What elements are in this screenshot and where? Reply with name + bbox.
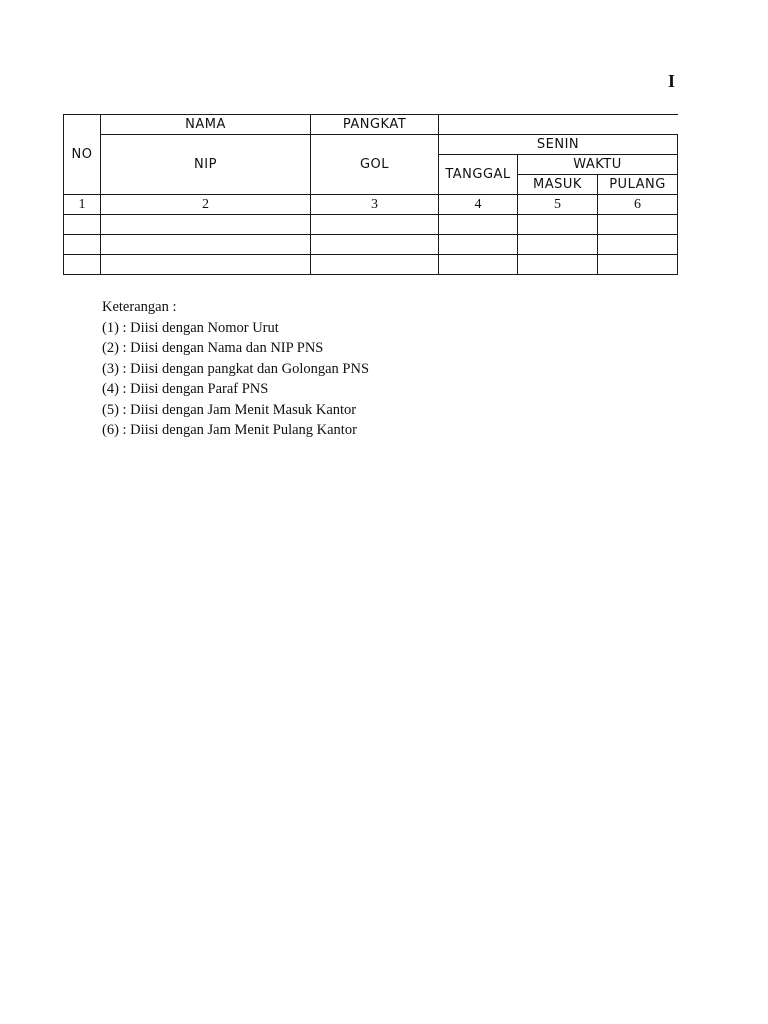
table-cell (64, 235, 101, 255)
table-cell (311, 235, 439, 255)
attendance-table (63, 114, 678, 275)
header-tanggal: TANGGAL (439, 155, 518, 195)
keterangan-item: (3) : Diisi dengan pangkat dan Golongan PNS (102, 360, 370, 377)
keterangan-section (102, 297, 369, 441)
table-cell (64, 255, 101, 275)
table-cell (101, 235, 311, 255)
column-number: 6 (598, 195, 678, 215)
table-cell (598, 215, 678, 235)
keterangan-item: (6) : Diisi dengan Jam Menit Pulang Kantor (102, 422, 357, 438)
column-number: 4 (439, 195, 518, 215)
header-waktu: WAKTU (518, 155, 678, 175)
column-number: 2 (101, 195, 311, 215)
table-cell (101, 215, 311, 235)
keterangan-item: (2) : Diisi dengan Nama dan NIP PNS (102, 340, 324, 356)
table-row (64, 215, 678, 235)
table-cell (439, 255, 518, 275)
table-cell (439, 215, 518, 235)
header-gol: GOL (311, 135, 439, 195)
table-cell (518, 235, 598, 255)
page-marker: I (668, 71, 676, 91)
table-row (64, 235, 678, 255)
table-cell (598, 255, 678, 275)
table-cell (518, 255, 598, 275)
column-number: 1 (64, 195, 101, 215)
table-row (64, 255, 678, 275)
header-no: NO (64, 115, 101, 195)
table-cell (311, 215, 439, 235)
table-cell (311, 255, 439, 275)
header-nama: NAMA (101, 115, 311, 135)
column-number-row (64, 195, 678, 215)
keterangan-item: (1) : Diisi dengan Nomor Urut (102, 319, 279, 336)
keterangan-title: Keterangan : (102, 299, 177, 315)
keterangan-item: (4) : Diisi dengan Paraf PNS (102, 381, 269, 397)
table-cell (518, 215, 598, 235)
table-cell (439, 235, 518, 255)
column-number: 3 (311, 195, 439, 215)
table-cell (64, 215, 101, 235)
header-blank (439, 115, 678, 135)
table-cell (598, 235, 678, 255)
column-number: 5 (518, 195, 598, 215)
header-pangkat: PANGKAT (311, 115, 439, 135)
header-pulang: PULANG (598, 175, 678, 195)
header-nip: NIP (101, 135, 311, 195)
header-senin: SENIN (439, 135, 678, 155)
keterangan-item: (5) : Diisi dengan Jam Menit Masuk Kantor (102, 401, 357, 418)
table-cell (101, 255, 311, 275)
header-masuk: MASUK (518, 175, 598, 195)
